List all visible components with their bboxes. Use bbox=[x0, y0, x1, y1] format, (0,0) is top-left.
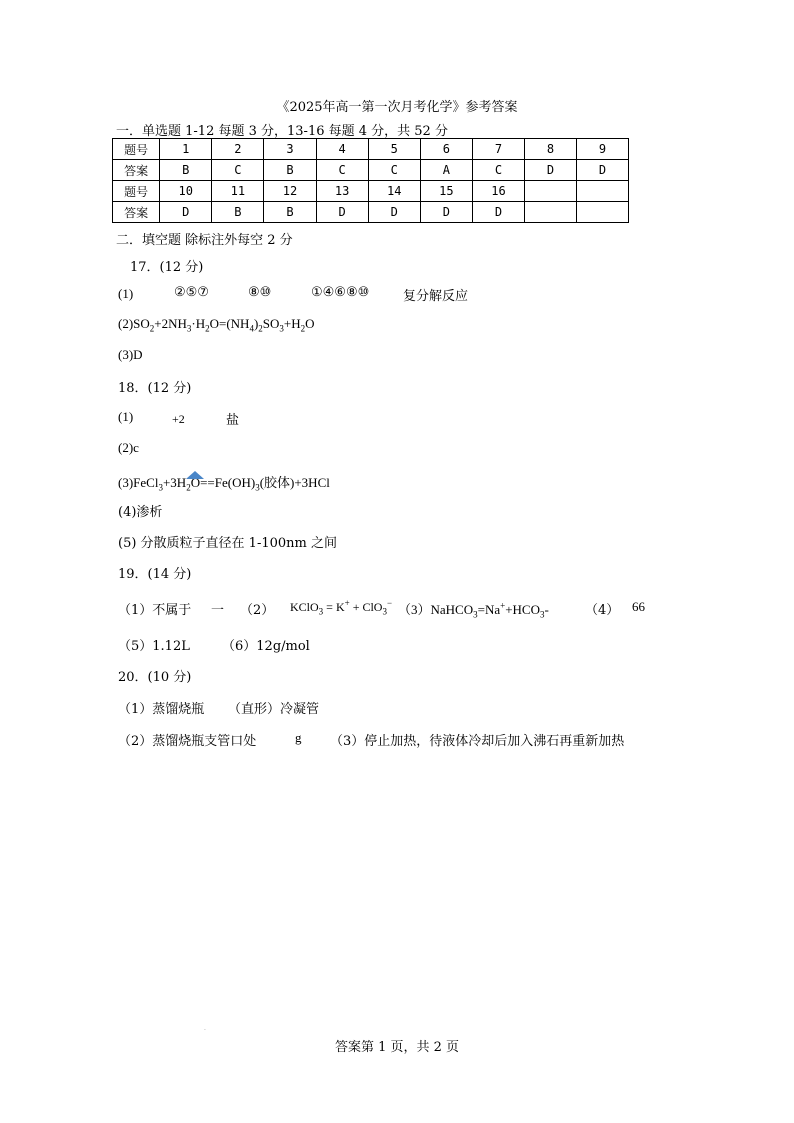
question-number-cell: 1 bbox=[160, 139, 212, 160]
q17-part1-answer-a: ②⑤⑦ bbox=[174, 285, 209, 300]
answer-table-row bbox=[113, 160, 629, 181]
q17-part2-equation: $(2)SO_2+2NH_3\cdot H_2O=(NH_4)_2SO_3+H_2O$ bbox=[118, 316, 315, 334]
answer-cell: D bbox=[472, 202, 524, 223]
q19-part5: （5）1.12L bbox=[118, 639, 190, 654]
row-label-answer: 答案 bbox=[113, 202, 160, 223]
answer-cell: C bbox=[212, 160, 264, 181]
q19-part4-answer: 66 bbox=[632, 599, 645, 614]
q18-part1-label: (1) bbox=[118, 409, 134, 424]
answer-cell: C bbox=[472, 160, 524, 181]
answer-cell: D bbox=[577, 160, 629, 181]
answer-table-row bbox=[113, 139, 629, 160]
question-number-cell: 2 bbox=[212, 139, 264, 160]
answer-cell: D bbox=[420, 202, 472, 223]
answer-cell bbox=[577, 202, 629, 223]
question-number-cell: 4 bbox=[316, 139, 368, 160]
q19-part3-equation: $(3)NaHCO_3=Na^++HCO_3-$ bbox=[398, 600, 549, 620]
q17-heading: 17．(12 分) bbox=[130, 260, 204, 275]
q18-part2: (2)c bbox=[118, 440, 139, 455]
q17-part3: (3)D bbox=[118, 347, 143, 362]
q20-part1-answer-b: （直形）冷凝管 bbox=[228, 702, 320, 717]
answer-cell: D bbox=[368, 202, 420, 223]
q19-part1-answer-b: 一 bbox=[211, 603, 225, 618]
question-number-cell: 6 bbox=[420, 139, 472, 160]
answer-cell: D bbox=[160, 202, 212, 223]
q20-part2-answer-b: g bbox=[295, 730, 302, 745]
question-number-cell bbox=[525, 181, 577, 202]
answer-table-row bbox=[113, 202, 629, 223]
page-title: 《2025年高一第一次月考化学》参考答案 bbox=[276, 100, 518, 115]
answer-table bbox=[112, 138, 629, 223]
row-label-question: 题号 bbox=[113, 139, 160, 160]
q19-part2-label: （2） bbox=[240, 603, 275, 618]
section2-heading: 二．填空题 除标注外每空 2 分 bbox=[116, 233, 293, 248]
q19-part1: （1）不属于 bbox=[118, 603, 192, 618]
q19-heading: 19．(14 分) bbox=[118, 567, 192, 582]
answer-cell bbox=[525, 202, 577, 223]
q20-part2-answer-a: （2）蒸馏烧瓶支管口处 bbox=[118, 734, 257, 749]
question-number-cell: 10 bbox=[160, 181, 212, 202]
answer-cell: A bbox=[420, 160, 472, 181]
q17-part1-answer-c: ①④⑥⑧⑩ bbox=[311, 285, 370, 300]
question-number-cell bbox=[577, 181, 629, 202]
answer-table-row bbox=[113, 181, 629, 202]
q20-part3: （3）停止加热，待液体冷却后加入沸石再重新加热 bbox=[330, 734, 625, 749]
q19-part4-label: （4） bbox=[585, 603, 620, 618]
page-footer: 答案第 1 页，共 2 页 bbox=[334, 1040, 460, 1055]
answer-cell: B bbox=[160, 160, 212, 181]
q20-heading: 20．(10 分) bbox=[118, 670, 192, 685]
q19-part6: （6）12g/mol bbox=[222, 639, 310, 654]
question-number-cell: 5 bbox=[368, 139, 420, 160]
q19-part2-equation: KClO$_3$ = K+ + ClO$_3$− bbox=[290, 598, 393, 617]
q18-part4: (4)渗析 bbox=[118, 505, 163, 520]
question-number-cell: 16 bbox=[472, 181, 524, 202]
q18-part1-answer-a: +2 bbox=[172, 412, 185, 426]
q18-heading: 18．(12 分) bbox=[118, 381, 192, 396]
row-label-question: 题号 bbox=[113, 181, 160, 202]
q17-part1-answer-b: ⑧⑩ bbox=[248, 285, 272, 300]
answer-cell: B bbox=[264, 202, 316, 223]
answer-cell: C bbox=[368, 160, 420, 181]
question-number-cell: 11 bbox=[212, 181, 264, 202]
question-number-cell: 15 bbox=[420, 181, 472, 202]
q18-part3-equation: $(3)FeCl_3+3H_2O==Fe(OH)_3$(胶体)+3HCl bbox=[118, 471, 330, 491]
answer-cell: D bbox=[525, 160, 577, 181]
answer-cell: B bbox=[212, 202, 264, 223]
answer-cell: C bbox=[316, 160, 368, 181]
question-number-cell: 9 bbox=[577, 139, 629, 160]
q17-part1-label: (1) bbox=[118, 286, 134, 301]
answer-cell: B bbox=[264, 160, 316, 181]
answer-cell: D bbox=[316, 202, 368, 223]
question-number-cell: 3 bbox=[264, 139, 316, 160]
question-number-cell: 8 bbox=[525, 139, 577, 160]
question-number-cell: 7 bbox=[472, 139, 524, 160]
q18-part1-answer-b: 盐 bbox=[226, 413, 240, 428]
question-number-cell: 12 bbox=[264, 181, 316, 202]
q20-part1-answer-a: （1）蒸馏烧瓶 bbox=[118, 702, 205, 717]
decorative-dot: · bbox=[204, 1027, 206, 1034]
q17-part1-answer-d: 复分解反应 bbox=[403, 289, 469, 304]
question-number-cell: 13 bbox=[316, 181, 368, 202]
row-label-answer: 答案 bbox=[113, 160, 160, 181]
section1-heading: 一．单选题 1-12 每题 3 分，13-16 每题 4 分，共 52 分 bbox=[116, 124, 448, 139]
question-number-cell: 14 bbox=[368, 181, 420, 202]
q18-part5: (5) 分散质粒子直径在 1-100nm 之间 bbox=[118, 536, 337, 551]
